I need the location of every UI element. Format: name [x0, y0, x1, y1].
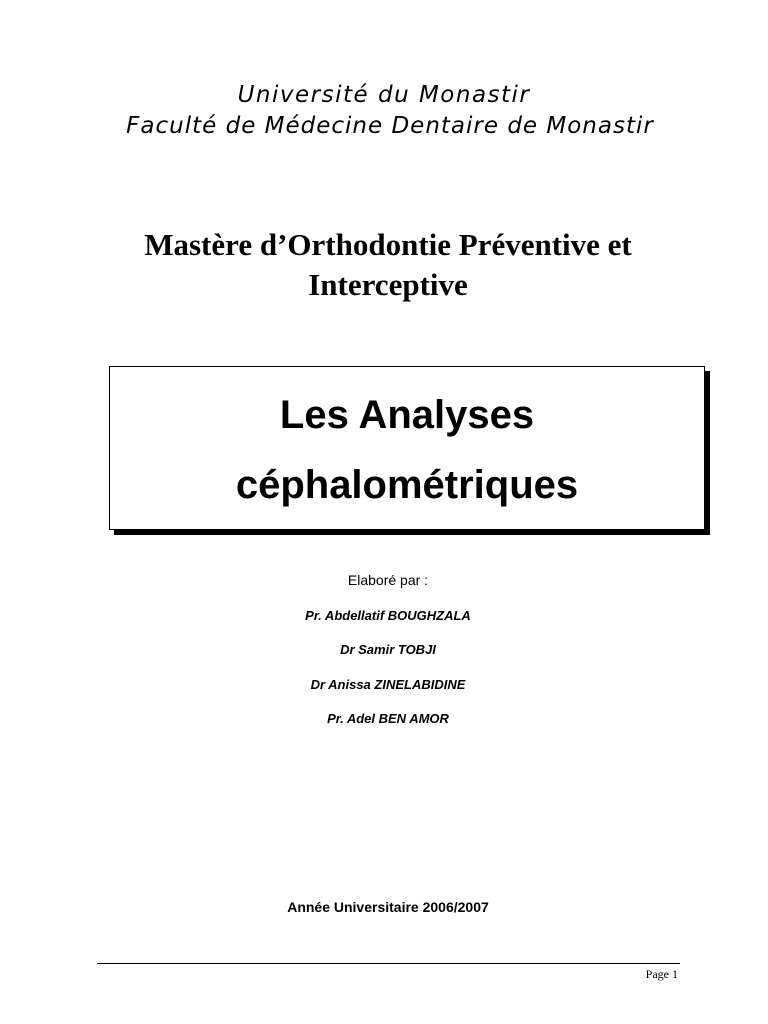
document-title-line-2: céphalométriques — [235, 463, 579, 507]
footer-divider — [97, 963, 680, 964]
master-title-line-1: Mastère d’Orthodontie Préventive et — [144, 227, 632, 262]
faculty-name: Faculté de Médecine Dentaire de Monastir — [126, 113, 654, 139]
document-title-box — [109, 366, 705, 530]
master-title-line-2: Interceptive — [308, 267, 468, 302]
page-number: Page 1 — [645, 967, 678, 981]
author-name: Dr Anissa ZINELABIDINE — [310, 677, 466, 692]
author-name: Pr. Abdellatif BOUGHZALA — [305, 608, 471, 623]
academic-year: Année Universitaire 2006/2007 — [287, 899, 489, 915]
university-name: Université du Monastir — [237, 82, 531, 108]
authored-by-label: Elaboré par : — [347, 572, 429, 588]
document-title-line-1: Les Analyses — [279, 393, 535, 437]
master-program-title — [0, 225, 768, 305]
author-name: Dr Samir TOBJI — [340, 642, 436, 657]
author-name: Pr. Adel BEN AMOR — [327, 711, 449, 726]
